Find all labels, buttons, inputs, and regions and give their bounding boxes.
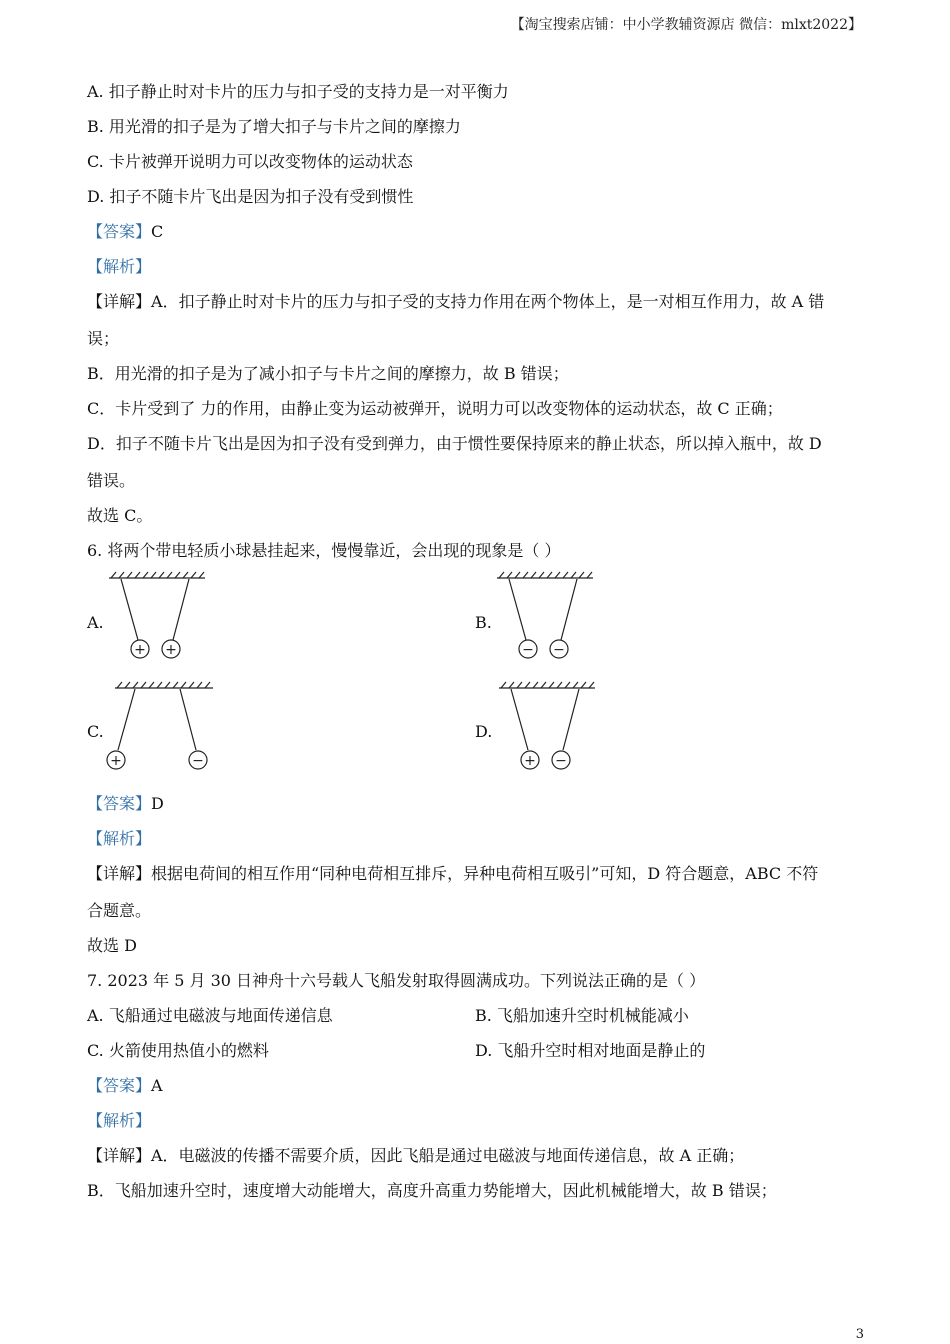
q7-detail-line-1: 【详解】A．电磁波的传播不需要介质，因此飞船是通过电磁波与地面传递信息，故 A 正确； [87,1146,745,1165]
answer-value: A [151,1076,163,1095]
q5-detail-line-3: B．用光滑的扣子是为了减小扣子与卡片之间的摩擦力，故 B 错误； [87,364,569,383]
diagram-a [105,570,215,665]
q6-detail-line-2: 合题意。 [87,901,152,920]
q6-option-a-label: A. [87,613,104,632]
q7-option-d: D. 飞船升空时相对地面是静止的 [475,1041,706,1060]
answer-tag: 【答案】 [87,222,152,241]
q5-option-b: B. 用光滑的扣子是为了增大扣子与卡片之间的摩擦力 [87,117,461,136]
charge-plus: + [110,753,122,769]
charge-plus-left: + [134,642,146,658]
detail-tag: 【详解】 [87,292,152,311]
charge-minus: − [192,753,204,769]
q5-conclusion: 故选 C。 [87,506,153,525]
page-header: 【淘宝搜索店铺：中小学教辅资源店 微信：mlxt2022】 [510,17,862,33]
charge-plus: + [524,753,536,769]
q6-stem: 6. 将两个带电轻质小球悬挂起来，慢慢靠近，会出现的现象是（ ） [87,541,561,560]
diagram-b [493,570,603,665]
q7-analysis-tag: 【解析】 [87,1111,152,1130]
q5-detail-line-1 [87,292,824,312]
q5-option-c: C. 卡片被弹开说明力可以改变物体的运动状态 [87,152,413,171]
answer-value: C [151,222,164,241]
q6-option-d-label: D. [475,722,493,741]
q6-option-b-label: B. [475,613,492,632]
q7-option-b: B. 飞船加速升空时机械能减小 [475,1006,689,1025]
answer-tag: 【答案】 [87,794,152,813]
answer-tag: 【答案】 [87,1076,152,1095]
answer-value: D [151,794,164,813]
q5-detail-line-6: 错误。 [87,471,136,490]
q7-stem: 7. 2023 年 5 月 30 日神舟十六号载人飞船发射取得圆满成功。下列说法正确的是（ ） [87,971,706,990]
q6-detail-line-1: 【详解】根据电荷间的相互作用“同种电荷相互排斥，异种电荷相互吸引”可知，D 符合题意，ABC 不符 [87,864,819,883]
q7-answer-line [87,1076,163,1096]
q6-analysis-tag: 【解析】 [87,829,152,848]
q7-option-a: A. 飞船通过电磁波与地面传递信息 [87,1006,333,1025]
charge-minus: − [555,753,567,769]
q7-detail-line-2: B．飞船加速升空时，速度增大动能增大，高度升高重力势能增大，因此机械能增大，故 B 错误； [87,1181,777,1200]
charge-plus-right: + [165,642,177,658]
q5-answer-line [87,222,163,242]
charge-minus-right: − [553,642,565,658]
q6-conclusion: 故选 D [87,936,137,955]
q6-option-c-label: C. [87,722,104,741]
q5-analysis-tag: 【解析】 [87,257,152,276]
page-number: 3 [855,1327,864,1342]
detail-text: A．扣子静止时对卡片的压力与扣子受的支持力作用在两个物体上，是一对相互作用力，故 A 错 [151,292,825,311]
diagram-d [495,680,605,775]
charge-minus-left: − [522,642,534,658]
q5-detail-line-5: D．扣子不随卡片飞出是因为扣子没有受到弹力，由于惯性要保持原来的静止状态，所以掉入瓶中，故 D [87,434,822,453]
diagram-c [105,680,220,775]
q5-detail-line-4: C．卡片受到了 力的作用，由静止变为运动被弹开，说明力可以改变物体的运动状态，故 C 正确； [87,399,783,418]
q7-option-c: C. 火箭使用热值小的燃料 [87,1041,269,1060]
q5-option-d: D. 扣子不随卡片飞出是因为扣子没有受到惯性 [87,187,414,206]
q5-option-a: A. 扣子静止时对卡片的压力与扣子受的支持力是一对平衡力 [87,82,509,101]
q6-answer-line [87,794,164,814]
q5-detail-line-2: 误； [87,329,120,348]
